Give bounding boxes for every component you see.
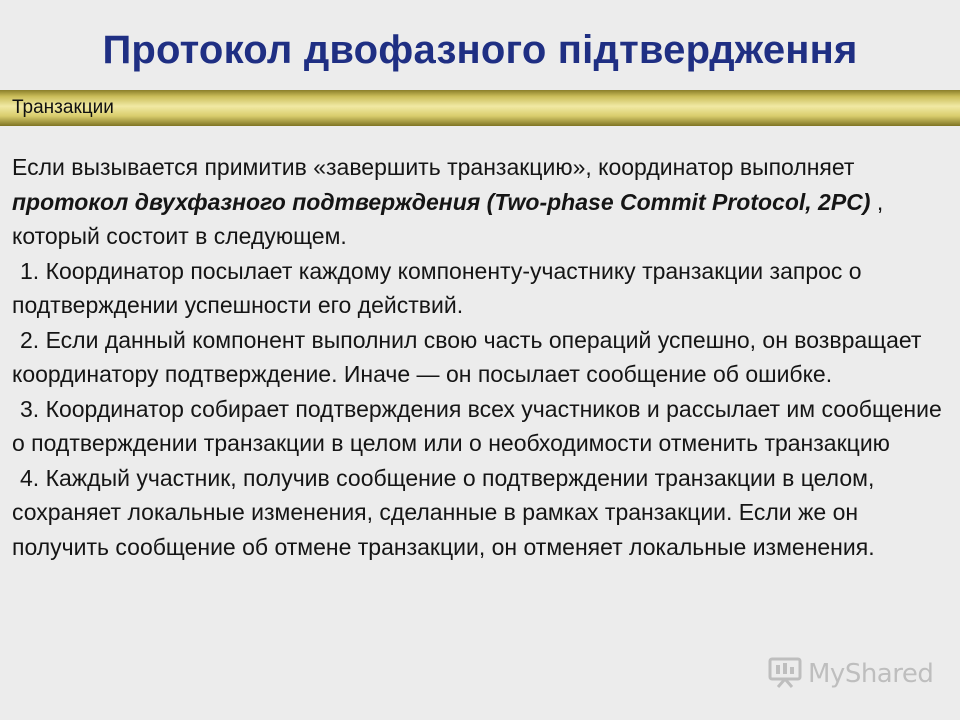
watermark-text: MyShared [808, 659, 934, 689]
intro-paragraph [12, 150, 952, 254]
list-item: 1. Координатор посылает каждому компоненту-участнику транзакции запрос о подтверждении успешности его действий. [12, 257, 862, 318]
slide-body [12, 150, 952, 564]
intro-emphasis: протокол двухфазного подтверждения (Two-phase Commit Protocol, 2PC) [12, 188, 871, 215]
list-item: 2. Если данный компонент выполнил свою часть операций успешно, он возвращает координатору подтверждение. Иначе — он посылает сообщение об ошибке. [12, 326, 922, 387]
slide-title: Протокол двофазного підтвердження [102, 28, 858, 72]
section-label: Транзакции [12, 97, 114, 118]
intro-text-end: , который состоит в следующем. [12, 188, 884, 249]
list-item: 4. Каждый участник, получив сообщение о подтверждении транзакции в целом, сохраняет локальные изменения, сделанные в рамках транзакции. Если же он получить сообщение об отмене транзакции, он отменяет локальные изменения. [12, 464, 875, 560]
watermark [768, 656, 933, 692]
section-bar [0, 90, 960, 126]
intro-text-start: Если вызывается примитив «завершить транзакцию», координатор выполняет [12, 154, 855, 180]
list-item: 3. Координатор собирает подтверждения всех участников и рассылает им сообщение о подтверждении транзакции в целом или о необходимости отменить транзакцию [12, 395, 942, 456]
presentation-board-icon [768, 656, 802, 693]
